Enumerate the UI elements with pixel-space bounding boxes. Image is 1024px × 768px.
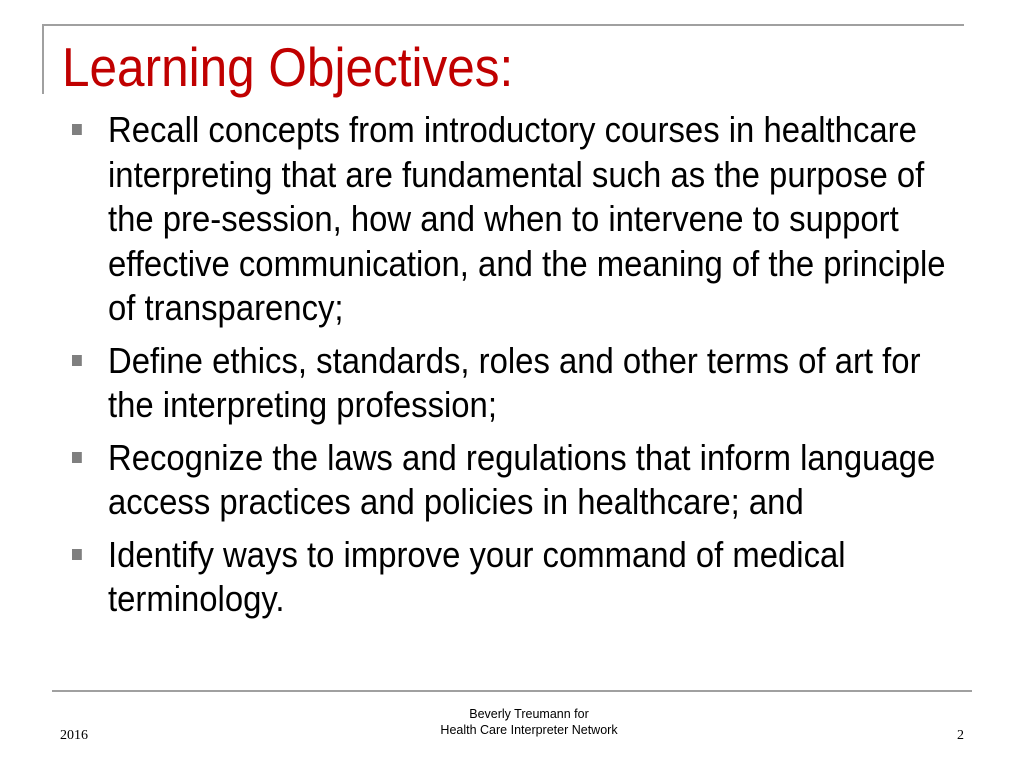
objective-text: Recognize the laws and regulations that inform language access practices and policies in healthcare; and bbox=[108, 436, 936, 522]
objective-text: Identify ways to improve your command of medical terminology. bbox=[108, 533, 846, 619]
slide-number: 2 bbox=[957, 728, 964, 743]
footer-author-line1: Beverly Treumann for bbox=[469, 707, 589, 721]
footer-year: 2016 bbox=[60, 728, 88, 743]
slide-title: Learning Objectives: bbox=[62, 36, 514, 98]
top-divider bbox=[42, 24, 964, 26]
objectives-list bbox=[72, 108, 972, 630]
objective-text: Recall concepts from introductory courses in healthcare interpreting that are fundamental such as the purpose of the pre-session, how and when to intervene to support effective communication, and the meaning of the principle of transparency; bbox=[108, 109, 946, 328]
footer-author bbox=[414, 706, 644, 738]
objective-text: Define ethics, standards, roles and other terms of art for the interpreting profession; bbox=[108, 339, 921, 425]
objective-item bbox=[72, 436, 972, 525]
objective-item bbox=[72, 339, 972, 428]
objective-item bbox=[72, 533, 972, 622]
objective-item bbox=[72, 108, 972, 331]
square-bullet-icon bbox=[72, 549, 82, 560]
footer-author-line2: Health Care Interpreter Network bbox=[440, 723, 618, 737]
square-bullet-icon bbox=[72, 452, 82, 463]
square-bullet-icon bbox=[72, 355, 82, 366]
left-accent-divider bbox=[42, 24, 44, 94]
bottom-divider bbox=[52, 690, 972, 692]
square-bullet-icon bbox=[72, 124, 82, 135]
